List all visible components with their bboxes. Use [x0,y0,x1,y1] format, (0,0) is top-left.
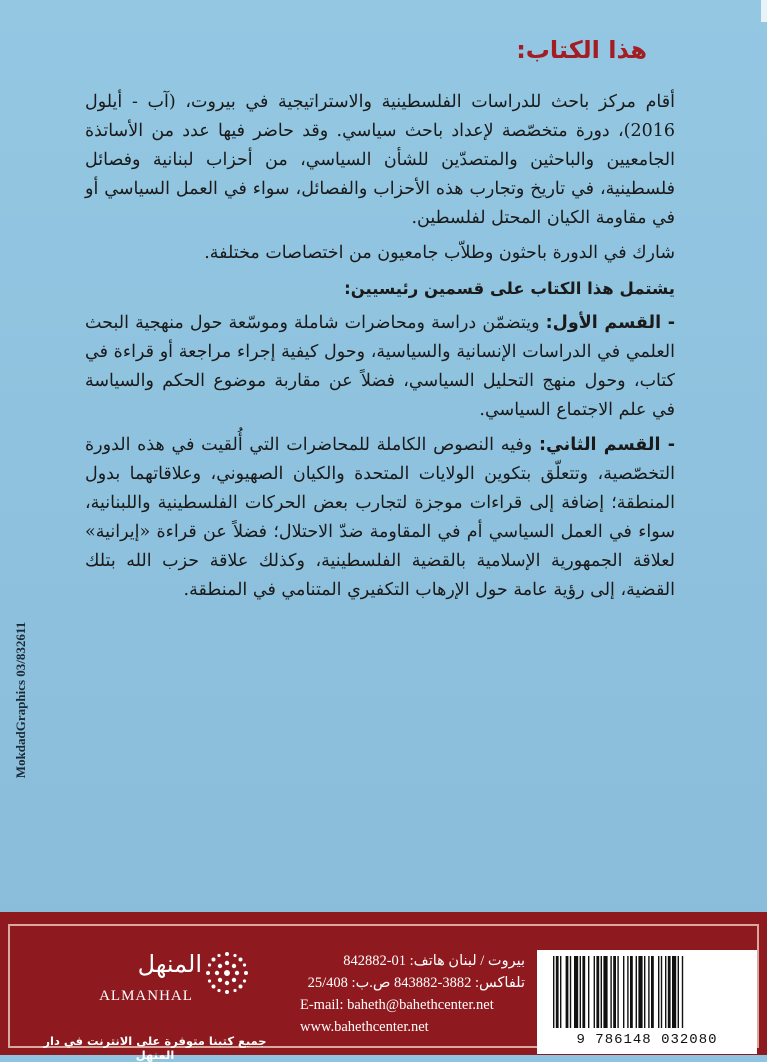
logo-english-text: ALMANHAL [99,988,193,1004]
contact-email: E-mail: baheth@bahethcenter.net [300,997,494,1013]
section-2 [85,431,675,605]
publisher-logo [90,948,250,1028]
section-1-text: ويتضمّن دراسة ومحاضرات شاملة وموسّعة حول منهجية البحث العلمي في الدراسات الإنسانية والسياسية، وحول كيفية إجراء مراجعة أو قراءة في كتاب، وحول منهج التحليل السياسي، فضلاً عن مقاربة موضوع الحكم والسياسة في علم الاجتماع السياسي. [85,313,675,420]
isbn-number: 9 786148 032080 [576,1032,718,1048]
blurb-paragraph-2: شارك في الدورة باحثون وطلاّب جامعيون من اختصاصات مختلفة. [204,243,675,263]
section-1 [85,309,675,425]
blurb-subheading: يشتمل هذا الكتاب على قسمين رئيسيين: [344,279,675,298]
section-1-title: - القسم الأول: [545,313,675,333]
contact-website: www.bahethcenter.net [300,1019,429,1035]
cover-edge-mark [761,0,767,22]
section-2-title: - القسم الثاني: [538,435,675,455]
contact-phone: بيروت / لبنان هاتف: 01-842882 [343,953,525,969]
contact-fax: تلفاكس: 3882-843882 ص.ب: 25/408 [307,975,525,991]
barcode-bars [551,956,743,1030]
logo-arabic-text: المنهل [137,950,202,978]
footer-frame [8,924,759,1062]
isbn-barcode [537,950,757,1054]
almanhal-emblem-icon [202,948,252,998]
section-2-text: وفيه النصوص الكاملة للمحاضرات التي أُلقيت في هذه الدورة التخصّصية، وتتعلّق بتكوين الولايات المتحدة والكيان الصهيوني، وعلاقاتهما بدول المنطقة؛ إضافة إلى قراءات موجزة لتجارب بعض الحركات الفلسطينية واللبنانية، سواء في العمل السياسي أم في المقاومة ضدّ الاحتلال؛ فضلاً عن قراءة «إيرانية» لعلاقة الجمهورية الإسلامية بالقضية الفلسطينية، وكذلك علاقة حزب الله بتلك القضية، إلى رؤية عامة حول الإرهاب التكفيري المتنامي في المنطقة. [85,435,675,600]
publisher-tagline: جميع كتبنا متوفرة على الانترنت في دار المنهل [43,1034,267,1062]
designer-credit: MokdadGraphics 03/832611 [13,621,28,779]
contact-info [300,950,525,1038]
footer-band [0,912,767,1062]
blurb-text [85,88,675,611]
cover-heading: هذا الكتاب: [516,36,647,64]
blurb-paragraph-1: أقام مركز باحث للدراسات الفلسطينية والاستراتيجية في بيروت، (آب - أيلول 2016)، دورة متخصّصة لإعداد باحث سياسي. وقد حاضر فيها عدد من الأساتذة الجامعيين والباحثين والمتصدّين للشأن السياسي، من أحزاب لبنانية وفصائل فلسطينية، في تاريخ وتجارب هذه الأحزاب والفصائل، سواء في العمل السياسي أو في مقاومة الكيان المحتل لفلسطين. [85,92,675,228]
